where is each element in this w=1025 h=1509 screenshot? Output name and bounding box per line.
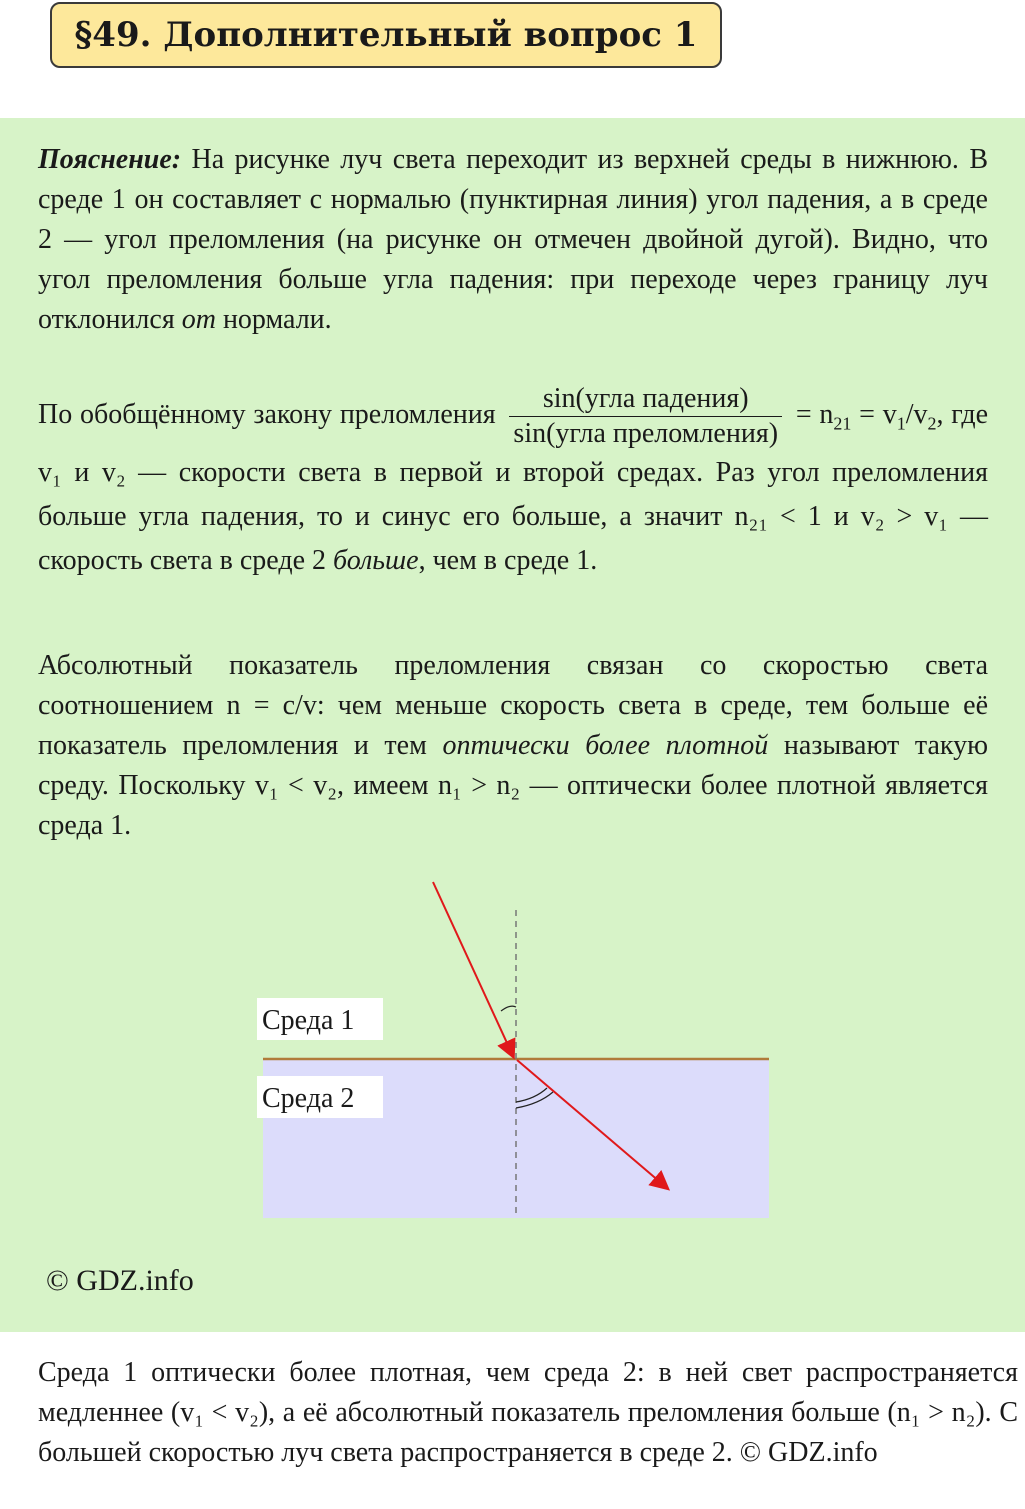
medium-2-label: Среда 2	[262, 1083, 355, 1114]
p3-start: Абсолютный показатель преломления связан со скоростью света соотношением n = c/v: чем меньше скорость света в среде, тем больше её показатель преломления и тем	[38, 650, 988, 761]
p1-emphasis: от	[181, 304, 216, 335]
answer-text: Среда 1 оптически более плотная, чем среда 2: в ней свет распространяется медленнее (v₁ < v₂), а её абсолютный показатель преломления больше (n₁ > n₂). С большей скоростью луч света распространяется в среде 2. © GDZ.info	[38, 1357, 1018, 1468]
explanation-label: Пояснение:	[38, 144, 182, 175]
p2-emphasis: больше	[333, 545, 419, 576]
p1-text: На рисунке луч света переходит из верхней среды в нижнюю. В среде 1 он составляет с нормалью (пунктирная линия) угол падения, а в среде 2 — угол преломления (на рисунке он отмечен двойной дугой). Видно, что угол преломления больше угла падения: при переходе через границу луч отклонился	[38, 144, 988, 335]
fraction-denominator: sin(угла преломления)	[513, 418, 779, 449]
p3-emphasis: оптически более плотной	[442, 730, 769, 761]
p2-end: , чем в среде 1.	[418, 545, 598, 576]
refraction-diagram	[255, 870, 785, 1230]
medium-1-label: Среда 1	[262, 1005, 355, 1036]
incidence-angle-arc	[501, 1006, 516, 1011]
section-title	[50, 2, 722, 68]
refraction-fraction	[509, 382, 782, 451]
explanation-paragraph-3	[38, 646, 988, 846]
fraction-equals: = $n_{21} = v_1/v_2$	[795, 398, 937, 434]
p2-start: По обобщённому закону преломления	[38, 398, 496, 430]
section-title-text: §49. Дополнительный вопрос 1	[74, 15, 698, 55]
incident-ray	[433, 882, 513, 1056]
copyright-notice: © GDZ.info	[46, 1264, 194, 1297]
p2-mid: , где v₁ и v₂ — скорости света в первой и второй средах. Раз угол преломления больше угла падения, то и синус его больше, а значит n₂₁ < 1 и v₂ > v₁ — скорость света в среде 2	[38, 398, 989, 576]
p1-end: нормали.	[222, 304, 332, 335]
fraction-numerator: sin(угла падения)	[509, 382, 782, 417]
p3-end: называют такую среду. Поскольку v₁ < v₂, имеем n₁ > n₂ — оптически более плотной является среда 1.	[38, 730, 989, 841]
explanation-paragraph-2	[38, 382, 988, 583]
explanation-paragraph-1	[38, 140, 988, 340]
